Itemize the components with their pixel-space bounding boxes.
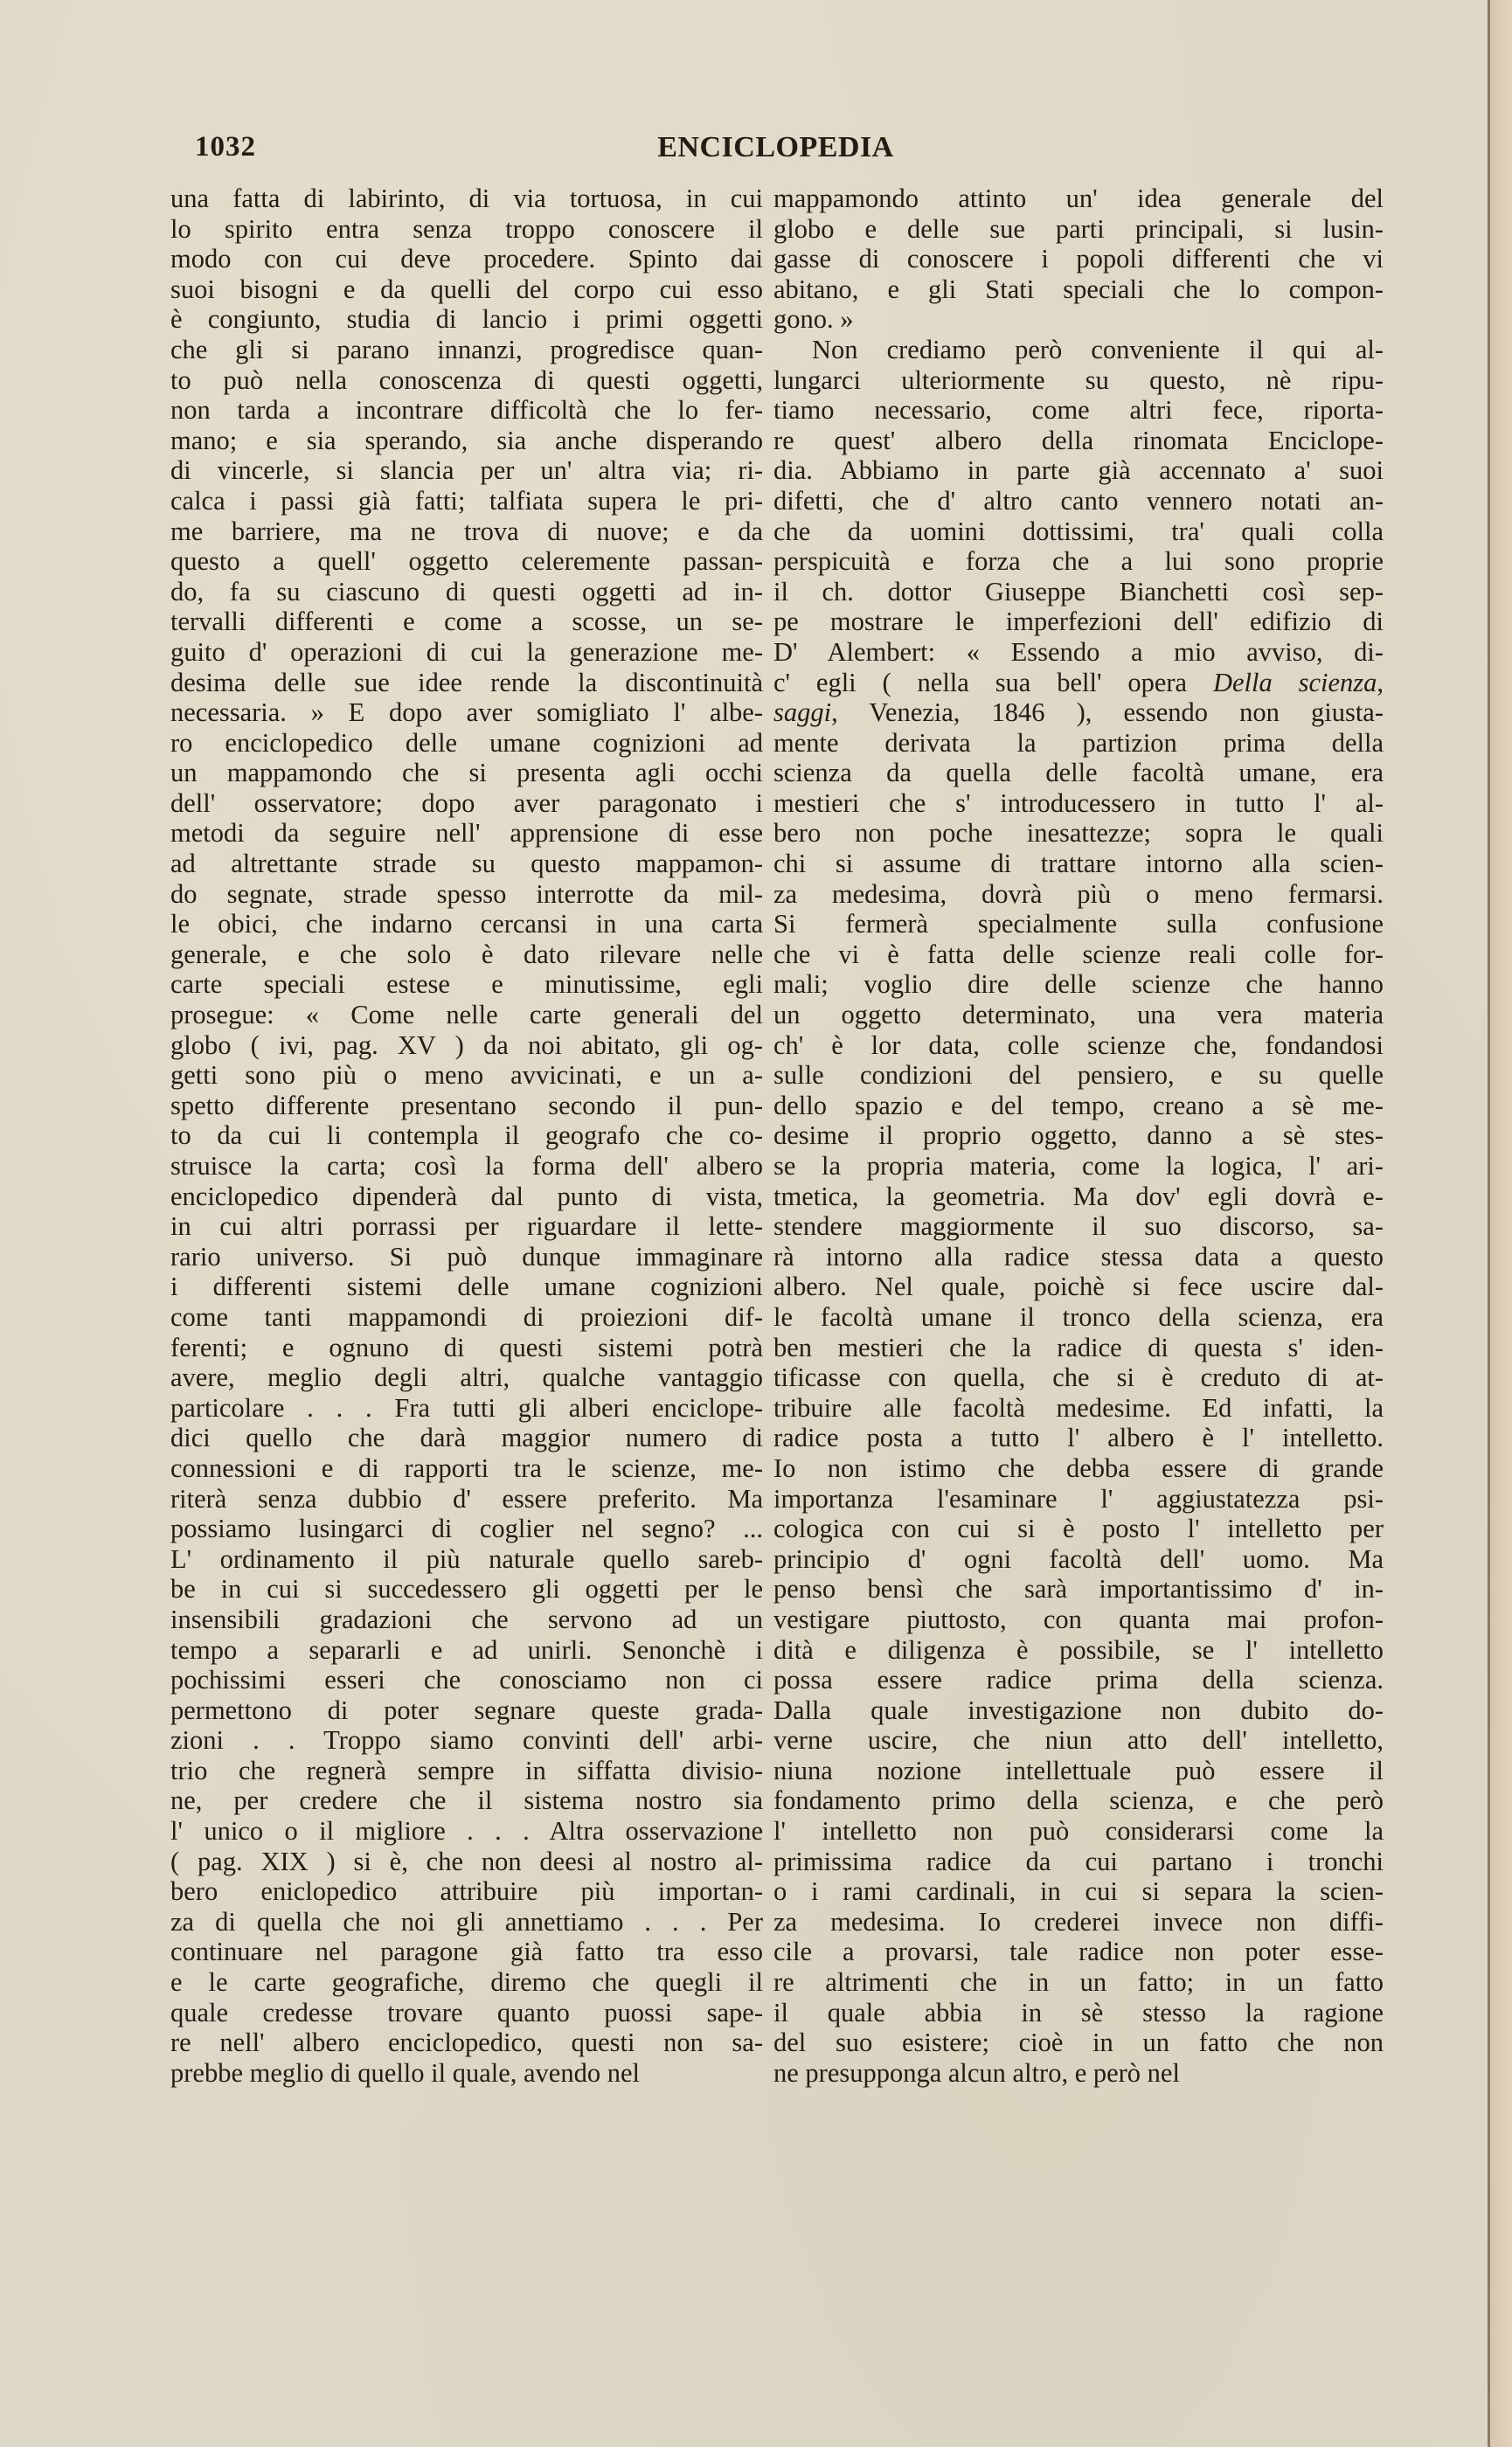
text-line: mali; voglio dire delle scienze che hanno [773,969,1384,1000]
text-line: za medesima, dovrà più o meno fermarsi. [773,878,1384,909]
text-line: tervalli differenti e come a scosse, un se- [170,607,763,637]
text-line: gasse di conoscere i popoli differenti che vi [773,244,1384,274]
text-line: tiamo necessario, come altri fece, riporta- [773,395,1384,426]
text-line: è congiunto, studia di lancio i primi oggetti [170,304,763,335]
text-line: dia. Abbiamo in parte già accennato a' suoi [773,455,1384,486]
text-line: mestieri che s' introducessero in tutto l' al- [773,787,1384,818]
page-number: 1032 [195,131,256,163]
text-segment: , Venezia, 1846 ), essendo non giusta- [831,697,1384,728]
text-line: mano; e sia sperando, sia anche disperando [170,425,763,455]
text-line: modo con cui deve procedere. Spinto dai [170,244,763,274]
text-line: ch' è lor data, colle scienze che, fondandosi [773,1029,1384,1060]
text-line [773,697,1384,728]
text-line: generale, e che solo è dato rilevare nelle [170,939,763,969]
text-line: importanza l'esaminare l' aggiustatezza psi- [773,1483,1384,1514]
text-line: tempo a separarli e ad unirli. Senonchè i [170,1634,763,1665]
text-line: zioni . . Troppo siamo convinti dell' arbi- [170,1725,763,1756]
text-line: dell' osservatore; dopo aver paragonato i [170,787,763,818]
text-line: le facoltà umane il tronco della scienza, era [773,1301,1384,1332]
text-line: che vi è fatta delle scienze reali colle for- [773,939,1384,969]
text-line: ad altrettante strade su questo mappamon- [170,849,763,879]
text-line: avere, meglio degli altri, qualche vantaggio [170,1362,763,1393]
text-line: del suo esistere; cioè in un fatto che non [773,2028,1384,2058]
text-line: l' intelletto non può considerarsi come la [773,1816,1384,1847]
text-line: quale credesse trovare quanto puossi sape- [170,1997,763,2028]
text-line: pochissimi esseri che conosciamo non ci [170,1665,763,1695]
text-line: ne, per credere che il sistema nostro sia [170,1785,763,1816]
text-line: desime il proprio oggetto, danno a sè stes- [773,1120,1384,1151]
text-line: ro enciclopedico delle umane cognizioni ad [170,727,763,758]
text-line: guito d' operazioni di cui la generazione me- [170,636,763,667]
text-line: mappamondo attinto un' idea generale del [773,184,1384,213]
text-line: il quale abbia in sè stesso la ragione [773,1997,1384,2028]
text-line: verne uscire, che niun atto dell' intelletto, [773,1725,1384,1756]
text-line: D' Alembert: « Essendo a mio avviso, di- [773,636,1384,667]
text-line: difetti, che d' altro canto vennero notati an- [773,485,1384,516]
text-line: tribuire alle facoltà medesime. Ed infatti, la [773,1392,1384,1423]
text-line: particolare . . . Fra tutti gli alberi enciclope- [170,1392,763,1423]
text-line: Io non istimo che debba essere di grande [773,1452,1384,1483]
text-line: Dalla quale investigazione non dubito do- [773,1695,1384,1725]
text-line: globo ( ivi, pag. XV ) da noi abitato, gli og- [170,1029,763,1060]
text-line: tificasse con quella, che si è creduto di at- [773,1362,1384,1393]
text-line: come tanti mappamondi di proiezioni dif- [170,1301,763,1332]
text-line: insensibili gradazioni che servono ad un [170,1604,763,1634]
text-line: chi si assume di trattare intorno alla scien- [773,849,1384,879]
text-line: lo spirito entra senza troppo conoscere il [170,213,763,244]
text-line: penso bensì che sarà importantissimo d' in- [773,1574,1384,1605]
text-line: bero non poche inesattezze; sopra le quali [773,818,1384,849]
text-line: suoi bisogni e da quelli del corpo cui esso [170,274,763,304]
text-line: questo a quell' oggetto celeremente passan- [170,546,763,577]
text-line: stendere maggiormente il suo discorso, sa- [773,1211,1384,1242]
text-line: che gli si parano innanzi, progredisce quan- [170,334,763,364]
text-line: riterà senza dubbio d' essere preferito. Ma [170,1483,763,1514]
text-line: il ch. dottor Giuseppe Bianchetti così sep- [773,576,1384,607]
text-line: connessioni e di rapporti tra le scienze, me- [170,1452,763,1483]
text-line: dici quello che darà maggior numero di [170,1423,763,1453]
text-line: di vincerle, si slancia per un' altra via; ri- [170,455,763,486]
text-line: che da uomini dottissimi, tra' quali colla [773,516,1384,546]
text-line: do, fa su ciascuno di questi oggetti ad in- [170,576,763,607]
text-line: ( pag. XIX ) si è, che non deesi al nostro al- [170,1846,763,1876]
text-line: un mappamondo che si presenta agli occhi [170,758,763,788]
text-line [773,668,1384,698]
text-line: vestigare piuttosto, con quanta mai profon- [773,1604,1384,1634]
text-line: L' ordinamento il più naturale quello sareb- [170,1543,763,1574]
text-line: necessaria. » E dopo aver somigliato l' albe- [170,697,763,728]
text-line: fondamento primo della scienza, e che però [773,1785,1384,1816]
text-line: calca i passi già fatti; talfiata supera le pri- [170,485,763,516]
text-line: ferenti; e ognuno di questi sistemi potrà [170,1332,763,1362]
text-line: mente derivata la partizion prima della [773,727,1384,758]
text-line: radice posta a tutto l' albero è l' intelletto. [773,1423,1384,1453]
next-page-margin [1490,0,1512,2447]
text-segment: , [1377,667,1384,697]
text-line: to può nella conoscenza di questi oggetti, [170,364,763,395]
text-line: dello spazio e del tempo, creano a sè me- [773,1090,1384,1120]
text-line: trio che regnerà sempre in siffatta divisio- [170,1755,763,1785]
text-line: sulle condizioni del pensiero, e su quelle [773,1060,1384,1091]
text-line: principio d' ogni facoltà dell' uomo. Ma [773,1543,1384,1574]
text-line: e le carte geografiche, diremo che quegli il [170,1967,763,1998]
text-line: carte speciali estese e minutissime, egli [170,969,763,1000]
text-line: ne presupponga alcun altro, e però nel [773,2057,1180,2088]
text-line: Non crediamo però conveniente il qui al- [812,334,1384,364]
text-line: ben mestieri che la radice di questa s' iden- [773,1332,1384,1362]
text-line: desima delle sue idee rende la discontinuità [170,667,763,697]
text-line: perspicuità e forza che a lui sono proprie [773,546,1384,577]
italic-title: Della scienza [1212,667,1377,697]
text-line: getti sono più o meno avvicinati, e un a- [170,1060,763,1091]
text-line: dità e diligenza è possibile, se l' intelletto [773,1634,1384,1665]
text-line: za di quella che noi gli annettiamo . . . Per [170,1906,763,1937]
text-line: abitano, e gli Stati speciali che lo compon- [773,274,1384,304]
text-line: be in cui si succedessero gli oggetti per le [170,1574,763,1605]
text-line: i differenti sistemi delle umane cognizioni [170,1272,763,1302]
page-title: ENCICLOPEDIA [657,131,894,163]
text-line: rario universo. Si può dunque immaginare [170,1241,763,1272]
text-line: re nell' albero enciclopedico, questi non sa- [170,2028,763,2058]
text-line: l' unico o il migliore . . . Altra osservazione [170,1816,763,1847]
text-segment: c' egli ( nella sua bell' opera [773,667,1213,697]
text-line: possa essere radice prima della scienza. [773,1665,1384,1695]
text-line: scienza da quella delle facoltà umane, era [773,758,1384,788]
text-line: globo e delle sue parti principali, si lusin- [773,213,1384,244]
text-line: bero eniclopedico attribuire più importan- [170,1876,763,1907]
text-line: tmetica, la geometria. Ma dov' egli dovrà e- [773,1181,1384,1211]
text-line: le obici, che indarno cercansi in una carta [170,909,763,939]
text-line: pe mostrare le imperfezioni dell' edifizio di [773,607,1384,637]
text-line: un oggetto determinato, una vera materia [773,1000,1384,1030]
text-line: possiamo lusingarci di coglier nel segno? ... [170,1514,763,1544]
text-line: se la propria materia, come la logica, l' ari- [773,1151,1384,1181]
running-head [170,131,1381,170]
text-line: cile a provarsi, tale radice non poter esse- [773,1937,1384,1967]
text-line: continuare nel paragone già fatto tra esso [170,1937,763,1967]
text-line: to da cui li contempla il geografo che co- [170,1120,763,1151]
text-line: me barriere, ma ne trova di nuove; e da [170,516,763,546]
text-line: metodi da seguire nell' apprensione di esse [170,818,763,849]
text-line: lungarci ulteriormente su questo, nè ripu- [773,364,1384,395]
text-line: primissima radice da cui partano i tronchi [773,1846,1384,1876]
right-text-column [773,184,1384,2088]
text-line: spetto differente presentano secondo il pun- [170,1090,763,1120]
text-line: cologica con cui si è posto l' intelletto per [773,1514,1384,1544]
text-line: enciclopedico dipenderà dal punto di vista, [170,1181,763,1211]
text-line: prebbe meglio di quello il quale, avendo nel [170,2057,640,2088]
text-line: non tarda a incontrare difficoltà che lo fer- [170,395,763,426]
text-line: za medesima. Io crederei invece non diffi- [773,1906,1384,1937]
text-line: permettono di poter segnare queste grada- [170,1695,763,1725]
left-text-column [170,184,763,2088]
text-line: prosegue: « Come nelle carte generali del [170,1000,763,1030]
text-line: struisce la carta; così la forma dell' albero [170,1151,763,1181]
text-line: in cui altri porrassi per riguardare il lette- [170,1211,763,1242]
text-line: Si fermerà specialmente sulla confusione [773,909,1384,939]
text-line: rà intorno alla radice stessa data a questo [773,1241,1384,1272]
text-line: gono. » [773,304,854,335]
text-line: niuna nozione intellettuale può essere il [773,1755,1384,1785]
italic-title: saggi [773,697,832,728]
text-line: albero. Nel quale, poichè si fece uscire dal- [773,1272,1384,1302]
text-line: o i rami cardinali, in cui si separa la scien- [773,1876,1384,1907]
text-line: do segnate, strade spesso interrotte da mil- [170,878,763,909]
text-line: re quest' albero della rinomata Enciclope- [773,425,1384,455]
text-line: re altrimenti che in un fatto; in un fatto [773,1967,1384,1998]
text-line: una fatta di labirinto, di via tortuosa, in cui [170,184,763,213]
